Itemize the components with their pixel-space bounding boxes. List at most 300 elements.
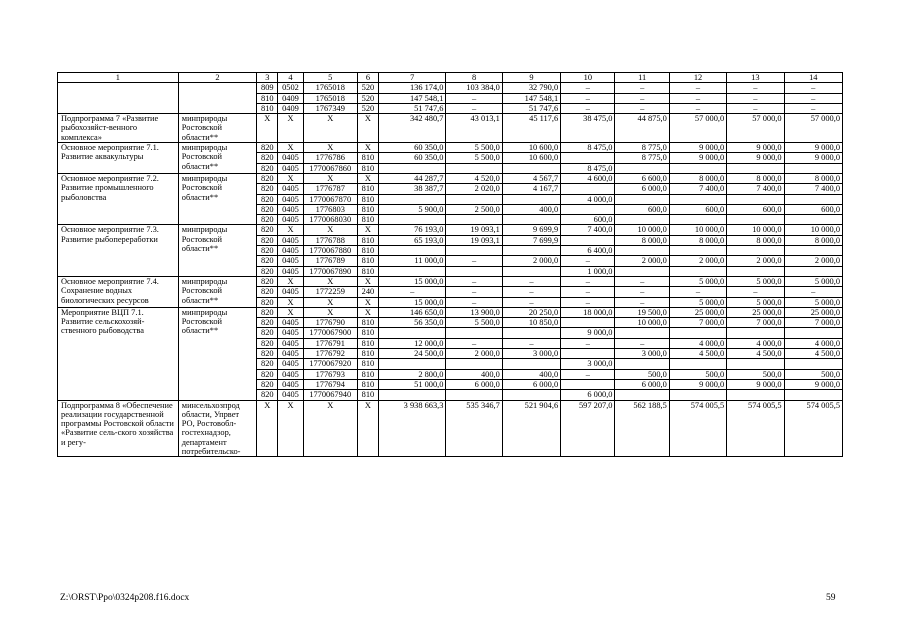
amount-cell: – <box>446 103 502 113</box>
amount-cell: – <box>669 83 726 93</box>
code-cell: Х <box>278 173 303 183</box>
code-cell: 1765018 <box>303 93 357 103</box>
budget-table <box>57 72 843 457</box>
amount-cell <box>669 390 726 400</box>
amount-cell <box>669 266 726 276</box>
amount-cell: 5 000,0 <box>669 276 726 286</box>
amount-cell: 2 000,0 <box>615 256 669 266</box>
amount-cell: 9 000,0 <box>727 379 784 389</box>
amount-cell: 8 475,0 <box>561 143 615 153</box>
executor-cell: минприроды Ростовской области** <box>178 143 257 174</box>
amount-cell: – <box>502 287 560 297</box>
amount-cell <box>379 215 446 225</box>
amount-cell <box>446 246 502 256</box>
amount-cell: 574 005,5 <box>669 400 726 457</box>
amount-cell: 19 500,0 <box>615 307 669 317</box>
code-cell: 1776786 <box>303 153 357 163</box>
amount-cell: – <box>446 256 502 266</box>
column-header: 13 <box>727 73 784 83</box>
amount-cell: – <box>615 93 669 103</box>
amount-cell: – <box>784 287 842 297</box>
amount-cell: – <box>561 297 615 307</box>
amount-cell: 76 193,0 <box>379 225 446 235</box>
amount-cell: – <box>561 369 615 379</box>
amount-cell <box>669 246 726 256</box>
code-cell: Х <box>357 225 378 235</box>
code-cell: 810 <box>357 153 378 163</box>
amount-cell: 147 548,1 <box>502 93 560 103</box>
amount-cell: 103 384,0 <box>446 83 502 93</box>
code-cell: 810 <box>357 235 378 245</box>
amount-cell <box>379 328 446 338</box>
amount-cell: 600,0 <box>669 204 726 214</box>
amount-cell <box>379 246 446 256</box>
amount-cell: – <box>615 338 669 348</box>
amount-cell: 574 005,5 <box>727 400 784 457</box>
code-cell: 820 <box>257 143 278 153</box>
amount-cell <box>502 359 560 369</box>
amount-cell: 57 000,0 <box>669 114 726 143</box>
code-cell: 820 <box>257 349 278 359</box>
amount-cell: – <box>446 287 502 297</box>
table-row <box>58 307 843 317</box>
amount-cell: 2 020,0 <box>446 184 502 194</box>
amount-cell: 8 000,0 <box>784 235 842 245</box>
amount-cell: 9 000,0 <box>561 328 615 338</box>
amount-cell: – <box>561 103 615 113</box>
amount-cell: 9 000,0 <box>669 153 726 163</box>
amount-cell: 600,0 <box>727 204 784 214</box>
code-cell: 810 <box>357 390 378 400</box>
amount-cell: 20 250,0 <box>502 307 560 317</box>
amount-cell: 400,0 <box>502 369 560 379</box>
amount-cell <box>502 390 560 400</box>
code-cell: 0405 <box>278 215 303 225</box>
amount-cell <box>561 379 615 389</box>
amount-cell <box>502 215 560 225</box>
program-name-cell: Мероприятие ВЦП 7.1. Развитие сельскохозяй-ственного рыбоводства <box>58 307 179 400</box>
code-cell: 0405 <box>278 266 303 276</box>
document-path: Z:\ORST\Ppo\0324p208.f16.docx <box>60 593 190 603</box>
code-cell: Х <box>278 225 303 235</box>
amount-cell: – <box>561 256 615 266</box>
amount-cell <box>669 328 726 338</box>
amount-cell <box>379 359 446 369</box>
amount-cell: 5 000,0 <box>727 276 784 286</box>
code-cell: Х <box>278 297 303 307</box>
code-cell: 0405 <box>278 328 303 338</box>
code-cell: Х <box>278 276 303 286</box>
amount-cell <box>561 153 615 163</box>
code-cell: Х <box>357 173 378 183</box>
amount-cell: 56 350,0 <box>379 318 446 328</box>
amount-cell: 8 000,0 <box>615 235 669 245</box>
table-row <box>58 173 843 183</box>
amount-cell: 5 500,0 <box>446 318 502 328</box>
amount-cell <box>727 215 784 225</box>
amount-cell: 9 000,0 <box>669 143 726 153</box>
amount-cell: 3 000,0 <box>502 349 560 359</box>
amount-cell: 7 699,9 <box>502 235 560 245</box>
executor-cell: минприроды Ростовской области** <box>178 114 257 143</box>
amount-cell: 4 520,0 <box>446 173 502 183</box>
code-cell: 1770067880 <box>303 246 357 256</box>
amount-cell: 38 475,0 <box>561 114 615 143</box>
code-cell: Х <box>357 276 378 286</box>
amount-cell: 9 000,0 <box>784 143 842 153</box>
code-cell: 820 <box>257 307 278 317</box>
amount-cell: 44 287,7 <box>379 173 446 183</box>
amount-cell: 562 188,5 <box>615 400 669 457</box>
code-cell: 820 <box>257 369 278 379</box>
amount-cell <box>784 246 842 256</box>
amount-cell: – <box>561 338 615 348</box>
amount-cell: 9 000,0 <box>784 379 842 389</box>
amount-cell: 4 500,0 <box>727 349 784 359</box>
code-cell: Х <box>278 114 303 143</box>
amount-cell: 147 548,1 <box>379 93 446 103</box>
code-cell: 0405 <box>278 235 303 245</box>
program-name-cell <box>58 83 179 114</box>
column-header: 3 <box>257 73 278 83</box>
amount-cell: 5 900,0 <box>379 204 446 214</box>
amount-cell: 38 387,7 <box>379 184 446 194</box>
amount-cell: 45 117,6 <box>502 114 560 143</box>
program-name-cell: Основное мероприятие 7.2. Развитие промышленного рыболовства <box>58 173 179 224</box>
amount-cell: 7 400,0 <box>784 184 842 194</box>
amount-cell <box>446 163 502 173</box>
amount-cell <box>669 359 726 369</box>
amount-cell: 8 000,0 <box>669 235 726 245</box>
amount-cell <box>446 266 502 276</box>
amount-cell: 7 000,0 <box>784 318 842 328</box>
code-cell: 820 <box>257 379 278 389</box>
code-cell: Х <box>357 114 378 143</box>
code-cell: 0405 <box>278 318 303 328</box>
amount-cell <box>379 266 446 276</box>
amount-cell: 10 850,0 <box>502 318 560 328</box>
amount-cell: 60 350,0 <box>379 143 446 153</box>
amount-cell: 5 500,0 <box>446 153 502 163</box>
amount-cell: 7 400,0 <box>727 184 784 194</box>
code-cell: Х <box>303 143 357 153</box>
amount-cell <box>727 390 784 400</box>
amount-cell: 500,0 <box>727 369 784 379</box>
code-cell: Х <box>357 297 378 307</box>
amount-cell: – <box>561 93 615 103</box>
amount-cell: 9 699,9 <box>502 225 560 235</box>
code-cell: 820 <box>257 173 278 183</box>
amount-cell: 3 000,0 <box>561 359 615 369</box>
code-cell: Х <box>278 143 303 153</box>
amount-cell: 43 013,1 <box>446 114 502 143</box>
amount-cell: 10 000,0 <box>669 225 726 235</box>
amount-cell <box>615 266 669 276</box>
executor-cell: минприроды Ростовской области** <box>178 173 257 224</box>
amount-cell: 4 500,0 <box>669 349 726 359</box>
amount-cell <box>446 359 502 369</box>
amount-cell: 8 775,0 <box>615 143 669 153</box>
table-row <box>58 143 843 153</box>
amount-cell: – <box>615 83 669 93</box>
amount-cell: 10 600,0 <box>502 153 560 163</box>
code-cell: 1776792 <box>303 349 357 359</box>
code-cell: 820 <box>257 266 278 276</box>
amount-cell: – <box>727 287 784 297</box>
amount-cell: 51 747,6 <box>502 103 560 113</box>
code-cell: 810 <box>357 246 378 256</box>
amount-cell: 57 000,0 <box>727 114 784 143</box>
amount-cell: 4 000,0 <box>669 338 726 348</box>
amount-cell: 32 790,0 <box>502 83 560 93</box>
code-cell: 1770067870 <box>303 194 357 204</box>
amount-cell <box>446 328 502 338</box>
program-name-cell: Основное мероприятие 7.1. Развитие аквакультуры <box>58 143 179 174</box>
amount-cell: 5 000,0 <box>727 297 784 307</box>
amount-cell: – <box>727 93 784 103</box>
amount-cell <box>784 359 842 369</box>
code-cell: 240 <box>357 287 378 297</box>
code-cell: 1776803 <box>303 204 357 214</box>
code-cell: 820 <box>257 318 278 328</box>
column-header: 10 <box>561 73 615 83</box>
code-cell: 0405 <box>278 184 303 194</box>
amount-cell: 2 000,0 <box>502 256 560 266</box>
amount-cell: 6 600,0 <box>615 173 669 183</box>
code-cell: Х <box>303 173 357 183</box>
code-cell: 1770067890 <box>303 266 357 276</box>
code-cell: 820 <box>257 204 278 214</box>
amount-cell: 7 400,0 <box>561 225 615 235</box>
code-cell: 0405 <box>278 204 303 214</box>
code-cell: 1770068030 <box>303 215 357 225</box>
code-cell: Х <box>303 297 357 307</box>
amount-cell <box>784 194 842 204</box>
amount-cell <box>784 215 842 225</box>
amount-cell <box>379 390 446 400</box>
table-row <box>58 400 843 457</box>
amount-cell: 10 000,0 <box>615 225 669 235</box>
code-cell: Х <box>303 276 357 286</box>
column-header: 14 <box>784 73 842 83</box>
amount-cell <box>727 246 784 256</box>
amount-cell <box>615 246 669 256</box>
code-cell: 810 <box>357 369 378 379</box>
amount-cell <box>784 163 842 173</box>
amount-cell: 19 093,1 <box>446 225 502 235</box>
code-cell: 810 <box>357 338 378 348</box>
amount-cell: – <box>669 93 726 103</box>
amount-cell <box>446 215 502 225</box>
amount-cell: 7 400,0 <box>669 184 726 194</box>
amount-cell: 7 000,0 <box>727 318 784 328</box>
amount-cell <box>669 194 726 204</box>
amount-cell: 10 000,0 <box>727 225 784 235</box>
amount-cell: – <box>669 287 726 297</box>
code-cell: 1767349 <box>303 103 357 113</box>
program-name-cell: Подпрограмма 8 «Обеспечение реализации государственной программы Ростовской области «Развитие сель-ского хозяйства и регу- <box>58 400 179 457</box>
amount-cell: – <box>615 287 669 297</box>
code-cell: 0409 <box>278 103 303 113</box>
amount-cell: – <box>561 287 615 297</box>
amount-cell <box>727 359 784 369</box>
code-cell: 1776794 <box>303 379 357 389</box>
amount-cell: – <box>502 297 560 307</box>
amount-cell: 597 207,0 <box>561 400 615 457</box>
amount-cell: 9 000,0 <box>727 143 784 153</box>
amount-cell: 5 000,0 <box>669 297 726 307</box>
code-cell: 820 <box>257 184 278 194</box>
amount-cell: 8 000,0 <box>727 173 784 183</box>
amount-cell: 500,0 <box>669 369 726 379</box>
amount-cell: 10 600,0 <box>502 143 560 153</box>
amount-cell <box>615 163 669 173</box>
code-cell: 1770067940 <box>303 390 357 400</box>
amount-cell <box>669 215 726 225</box>
code-cell: 820 <box>257 297 278 307</box>
column-header: 2 <box>178 73 257 83</box>
code-cell: 810 <box>357 266 378 276</box>
code-cell: Х <box>278 400 303 457</box>
amount-cell: – <box>561 276 615 286</box>
amount-cell: 9 000,0 <box>669 379 726 389</box>
code-cell: 810 <box>357 379 378 389</box>
code-cell: Х <box>257 400 278 457</box>
amount-cell: 25 000,0 <box>784 307 842 317</box>
amount-cell: 6 000,0 <box>561 390 615 400</box>
amount-cell: – <box>615 103 669 113</box>
amount-cell: 8 000,0 <box>669 173 726 183</box>
code-cell: 820 <box>257 390 278 400</box>
amount-cell: 60 350,0 <box>379 153 446 163</box>
code-cell: 0405 <box>278 287 303 297</box>
amount-cell: 18 000,0 <box>561 307 615 317</box>
code-cell: 1776789 <box>303 256 357 266</box>
amount-cell: 342 480,7 <box>379 114 446 143</box>
executor-cell: минсельхозпрод области, Упрвет РО, Ростовобл-гостехнадзор, департамент потребительско- <box>178 400 257 457</box>
amount-cell <box>615 215 669 225</box>
code-cell: 820 <box>257 276 278 286</box>
amount-cell: – <box>379 287 446 297</box>
code-cell: 820 <box>257 256 278 266</box>
code-cell: 809 <box>257 83 278 93</box>
amount-cell: – <box>502 338 560 348</box>
code-cell: 0409 <box>278 93 303 103</box>
code-cell: Х <box>357 307 378 317</box>
table-row <box>58 276 843 286</box>
code-cell: 0405 <box>278 194 303 204</box>
code-cell: 810 <box>357 349 378 359</box>
amount-cell: – <box>784 103 842 113</box>
amount-cell <box>727 163 784 173</box>
amount-cell <box>784 266 842 276</box>
amount-cell: 4 600,0 <box>561 173 615 183</box>
amount-cell: 6 000,0 <box>446 379 502 389</box>
amount-cell: 4 500,0 <box>784 349 842 359</box>
amount-cell: – <box>502 276 560 286</box>
amount-cell: 65 193,0 <box>379 235 446 245</box>
code-cell: 0405 <box>278 163 303 173</box>
amount-cell: – <box>727 103 784 113</box>
amount-cell <box>502 163 560 173</box>
amount-cell: 4 167,7 <box>502 184 560 194</box>
amount-cell: – <box>784 83 842 93</box>
code-cell: 0502 <box>278 83 303 93</box>
amount-cell <box>561 235 615 245</box>
amount-cell: 146 650,0 <box>379 307 446 317</box>
amount-cell: 5 000,0 <box>784 276 842 286</box>
program-name-cell: Основное мероприятие 7.4. Сохранение водных биологических ресурсов <box>58 276 179 307</box>
column-header: 11 <box>615 73 669 83</box>
page-number: 59 <box>826 593 836 603</box>
amount-cell: 6 000,0 <box>615 184 669 194</box>
code-cell: 1765018 <box>303 83 357 93</box>
code-cell: 810 <box>357 204 378 214</box>
amount-cell: – <box>784 93 842 103</box>
code-cell: 1770067860 <box>303 163 357 173</box>
code-cell: 1776793 <box>303 369 357 379</box>
amount-cell: – <box>615 276 669 286</box>
code-cell: 820 <box>257 153 278 163</box>
code-cell: 1776790 <box>303 318 357 328</box>
amount-cell: 15 000,0 <box>379 276 446 286</box>
amount-cell: 4 000,0 <box>784 338 842 348</box>
amount-cell: – <box>615 297 669 307</box>
amount-cell <box>727 266 784 276</box>
amount-cell <box>502 328 560 338</box>
code-cell: 0405 <box>278 246 303 256</box>
column-header: 1 <box>58 73 179 83</box>
code-cell: 0405 <box>278 369 303 379</box>
amount-cell: 4 000,0 <box>561 194 615 204</box>
amount-cell: 10 000,0 <box>615 318 669 328</box>
amount-cell: 500,0 <box>784 369 842 379</box>
code-cell: 820 <box>257 359 278 369</box>
amount-cell: 9 000,0 <box>784 153 842 163</box>
code-cell: 0405 <box>278 359 303 369</box>
code-cell: Х <box>303 400 357 457</box>
executor-cell <box>178 83 257 114</box>
amount-cell: 600,0 <box>561 215 615 225</box>
amount-cell: 6 400,0 <box>561 246 615 256</box>
amount-cell: 57 000,0 <box>784 114 842 143</box>
code-cell: 810 <box>357 359 378 369</box>
amount-cell: 51 747,6 <box>379 103 446 113</box>
code-cell: Х <box>278 307 303 317</box>
amount-cell: – <box>669 103 726 113</box>
code-cell: 1776791 <box>303 338 357 348</box>
amount-cell <box>502 266 560 276</box>
amount-cell: 4 567,7 <box>502 173 560 183</box>
amount-cell: – <box>446 297 502 307</box>
amount-cell <box>561 184 615 194</box>
amount-cell: 2 000,0 <box>727 256 784 266</box>
column-header: 8 <box>446 73 502 83</box>
amount-cell: 574 005,5 <box>784 400 842 457</box>
code-cell: Х <box>257 114 278 143</box>
amount-cell <box>502 194 560 204</box>
executor-cell: минприроды Ростовской области** <box>178 307 257 400</box>
amount-cell: 44 875,0 <box>615 114 669 143</box>
program-name-cell: Основное мероприятие 7.3. Развитие рыбопереработки <box>58 225 179 276</box>
amount-cell: 11 000,0 <box>379 256 446 266</box>
code-cell: 820 <box>257 328 278 338</box>
amount-cell <box>615 194 669 204</box>
table-row <box>58 114 843 143</box>
amount-cell <box>561 349 615 359</box>
code-cell: 810 <box>357 215 378 225</box>
code-cell: 1770067920 <box>303 359 357 369</box>
